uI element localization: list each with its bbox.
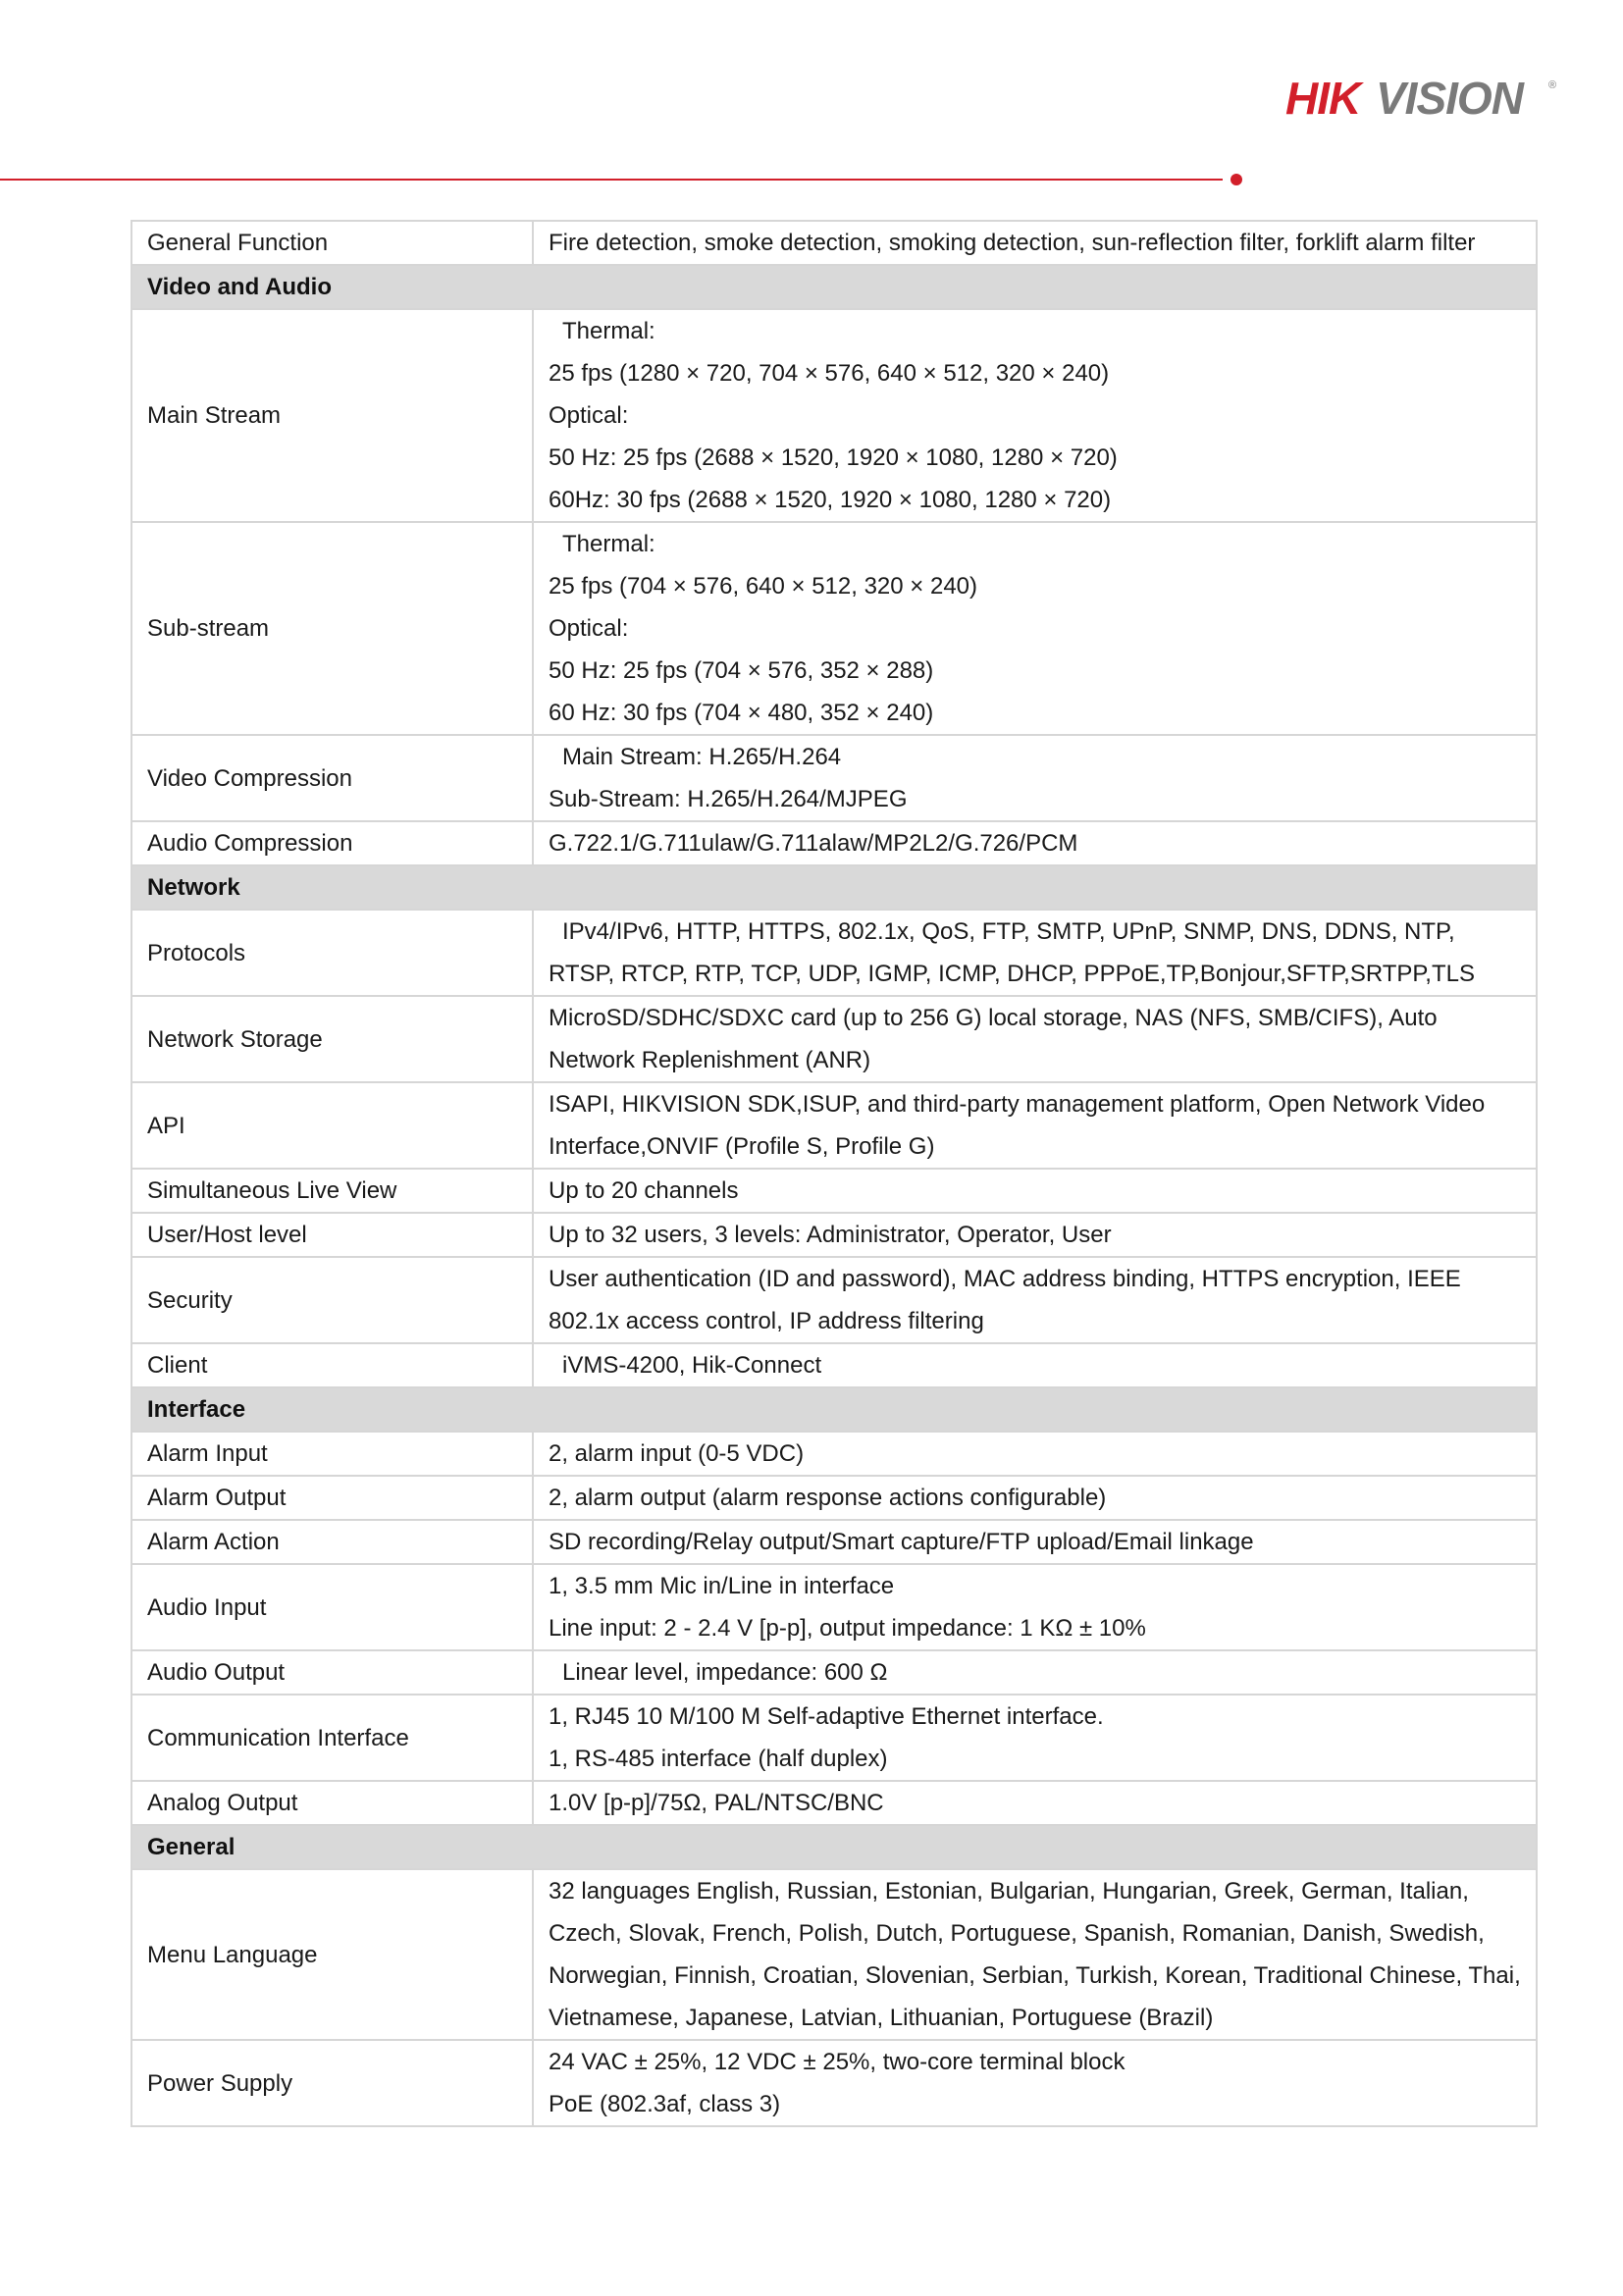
- header-rule-dot: [1230, 174, 1242, 185]
- spec-value-line: 2, alarm output (alarm response actions configurable): [549, 1485, 1107, 1511]
- spec-value-line: 60Hz: 30 fps (2688 × 1520, 1920 × 1080, 1280 × 720): [549, 487, 1112, 513]
- spec-value-line: Line input: 2 - 2.4 V [p-p], output impedance: 1 KΩ ± 10%: [549, 1615, 1146, 1642]
- spec-value-line: 25 fps (1280 × 720, 704 × 576, 640 × 512, 320 × 240): [549, 360, 1110, 387]
- spec-label: Audio Output: [131, 1650, 533, 1695]
- spec-value-line: Optical:: [549, 402, 629, 429]
- section-heading: Interface: [131, 1387, 1537, 1432]
- spec-label: Audio Compression: [131, 821, 533, 865]
- spec-label: Protocols: [131, 910, 533, 996]
- spec-value: [533, 821, 1537, 865]
- section-heading: General: [131, 1825, 1537, 1869]
- spec-value: [533, 2040, 1537, 2126]
- spec-value-line: Thermal:: [562, 318, 655, 344]
- spec-value: [533, 309, 1537, 522]
- spec-label: Alarm Action: [131, 1520, 533, 1564]
- spec-value-line: G.722.1/G.711ulaw/G.711alaw/MP2L2/G.726/PCM: [549, 830, 1078, 857]
- spec-value-line: Up to 32 users, 3 levels: Administrator, Operator, User: [549, 1222, 1112, 1248]
- spec-row: [131, 910, 1537, 996]
- spec-label: Main Stream: [131, 309, 533, 522]
- svg-text:HIK: HIK: [1285, 73, 1361, 124]
- spec-value-line: 2, alarm input (0-5 VDC): [549, 1440, 805, 1467]
- spec-value: [533, 735, 1537, 821]
- spec-value: [533, 1343, 1537, 1387]
- spec-value-line: RTSP, RTCP, RTP, TCP, UDP, IGMP, ICMP, DHCP, PPPoE,TP,Bonjour,SFTP,SRTPP,TLS: [549, 961, 1475, 987]
- spec-value-line: Main Stream: H.265/H.264: [562, 744, 842, 770]
- spec-row: [131, 735, 1537, 821]
- spec-value-line: SD recording/Relay output/Smart capture/FTP upload/Email linkage: [549, 1529, 1254, 1555]
- spec-value-line: 1.0V [p-p]/75Ω, PAL/NTSC/BNC: [549, 1790, 884, 1816]
- spec-value: [533, 221, 1537, 265]
- spec-value: [533, 1520, 1537, 1564]
- section-row: [131, 1825, 1537, 1869]
- spec-label: Client: [131, 1343, 533, 1387]
- spec-label: Alarm Output: [131, 1476, 533, 1520]
- spec-value: [533, 1650, 1537, 1695]
- spec-value: [533, 910, 1537, 996]
- spec-value-line: 1, RJ45 10 M/100 M Self-adaptive Ethernet interface.: [549, 1703, 1104, 1730]
- spec-value-line: 50 Hz: 25 fps (704 × 576, 352 × 288): [549, 657, 934, 684]
- spec-label: Alarm Input: [131, 1432, 533, 1476]
- spec-value-line: 32 languages English, Russian, Estonian, Bulgarian, Hungarian, Greek, German, Italian, Czech, Slovak, French, Polish, Dutch, Portuguese, Spanish, Romanian, Danish, Swedish, Norwegian, Finnish, Croatian, Slovenian, Serbian, Turkish, Korean, Traditional Chinese, Thai, Vietnamese, Japanese, Latvian, Lithuanian, Portuguese (Brazil): [549, 1878, 1521, 2031]
- spec-row: [131, 1476, 1537, 1520]
- spec-value-line: Fire detection, smoke detection, smoking detection, sun-reflection filter, forklift alarm filter: [549, 230, 1476, 256]
- spec-label: Menu Language: [131, 1869, 533, 2040]
- svg-text:VISION: VISION: [1376, 73, 1523, 124]
- spec-value-line: 1, 3.5 mm Mic in/Line in interface: [549, 1573, 895, 1599]
- spec-row: [131, 1564, 1537, 1650]
- spec-value: [533, 1781, 1537, 1825]
- spec-value-line: 1, RS-485 interface (half duplex): [549, 1746, 888, 1772]
- spec-label: Simultaneous Live View: [131, 1169, 533, 1213]
- spec-row: [131, 1781, 1537, 1825]
- spec-value-line: 25 fps (704 × 576, 640 × 512, 320 × 240): [549, 573, 978, 600]
- spec-value-line: Optical:: [549, 615, 629, 642]
- section-row: [131, 1387, 1537, 1432]
- spec-row: [131, 1520, 1537, 1564]
- header-rule: [0, 179, 1223, 181]
- spec-value: [533, 1476, 1537, 1520]
- spec-row: [131, 522, 1537, 735]
- spec-row: [131, 1869, 1537, 2040]
- spec-value-line: Sub-Stream: H.265/H.264/MJPEG: [549, 786, 908, 812]
- spec-row: [131, 1257, 1537, 1343]
- spec-value-line: 60 Hz: 30 fps (704 × 480, 352 × 240): [549, 700, 934, 726]
- spec-value-line: Thermal:: [562, 531, 655, 557]
- spec-value-line: 24 VAC ± 25%, 12 VDC ± 25%, two-core terminal block: [549, 2049, 1126, 2075]
- spec-value-line: 50 Hz: 25 fps (2688 × 1520, 1920 × 1080, 1280 × 720): [549, 444, 1118, 471]
- spec-row: [131, 1169, 1537, 1213]
- spec-label: Communication Interface: [131, 1695, 533, 1781]
- spec-label: Power Supply: [131, 2040, 533, 2126]
- spec-row: [131, 1695, 1537, 1781]
- spec-value-line: MicroSD/SDHC/SDXC card (up to 256 G) local storage, NAS (NFS, SMB/CIFS), Auto Network Replenishment (ANR): [549, 1005, 1438, 1073]
- spec-row: [131, 309, 1537, 522]
- spec-value: [533, 1432, 1537, 1476]
- spec-value: [533, 1169, 1537, 1213]
- spec-value: [533, 1869, 1537, 2040]
- spec-label: Audio Input: [131, 1564, 533, 1650]
- spec-label: Network Storage: [131, 996, 533, 1082]
- spec-label: Analog Output: [131, 1781, 533, 1825]
- section-heading: Network: [131, 865, 1537, 910]
- svg-text:®: ®: [1548, 79, 1557, 91]
- section-heading: Video and Audio: [131, 265, 1537, 309]
- spec-label: User/Host level: [131, 1213, 533, 1257]
- spec-value: [533, 1082, 1537, 1169]
- spec-label: General Function: [131, 221, 533, 265]
- spec-table: [131, 220, 1538, 2127]
- spec-value-line: IPv4/IPv6, HTTP, HTTPS, 802.1x, QoS, FTP, SMTP, UPnP, SNMP, DNS, DDNS, NTP,: [562, 918, 1455, 945]
- spec-value: [533, 1213, 1537, 1257]
- spec-value-line: Linear level, impedance: 600 Ω: [562, 1659, 888, 1686]
- spec-value-line: ISAPI, HIKVISION SDK,ISUP, and third-party management platform, Open Network Video Interface,ONVIF (Profile S, Profile G): [549, 1091, 1486, 1160]
- spec-value-line: User authentication (ID and password), MAC address binding, HTTPS encryption, IEEE 802.1x access control, IP address filtering: [549, 1266, 1461, 1334]
- spec-row: [131, 1082, 1537, 1169]
- hikvision-logo: [1285, 71, 1560, 126]
- spec-row: [131, 1432, 1537, 1476]
- spec-row: [131, 1343, 1537, 1387]
- section-row: [131, 865, 1537, 910]
- spec-value-line: iVMS-4200, Hik-Connect: [562, 1352, 822, 1379]
- spec-value: [533, 1564, 1537, 1650]
- spec-value: [533, 1695, 1537, 1781]
- spec-label: Sub-stream: [131, 522, 533, 735]
- spec-row: [131, 821, 1537, 865]
- spec-value: [533, 522, 1537, 735]
- spec-value: [533, 1257, 1537, 1343]
- spec-value-line: Up to 20 channels: [549, 1177, 739, 1204]
- spec-row: [131, 1213, 1537, 1257]
- spec-row: [131, 221, 1537, 265]
- section-row: [131, 265, 1537, 309]
- spec-label: API: [131, 1082, 533, 1169]
- spec-label: Video Compression: [131, 735, 533, 821]
- spec-row: [131, 996, 1537, 1082]
- spec-row: [131, 1650, 1537, 1695]
- spec-label: Security: [131, 1257, 533, 1343]
- spec-value: [533, 996, 1537, 1082]
- spec-row: [131, 2040, 1537, 2126]
- spec-value-line: PoE (802.3af, class 3): [549, 2091, 781, 2117]
